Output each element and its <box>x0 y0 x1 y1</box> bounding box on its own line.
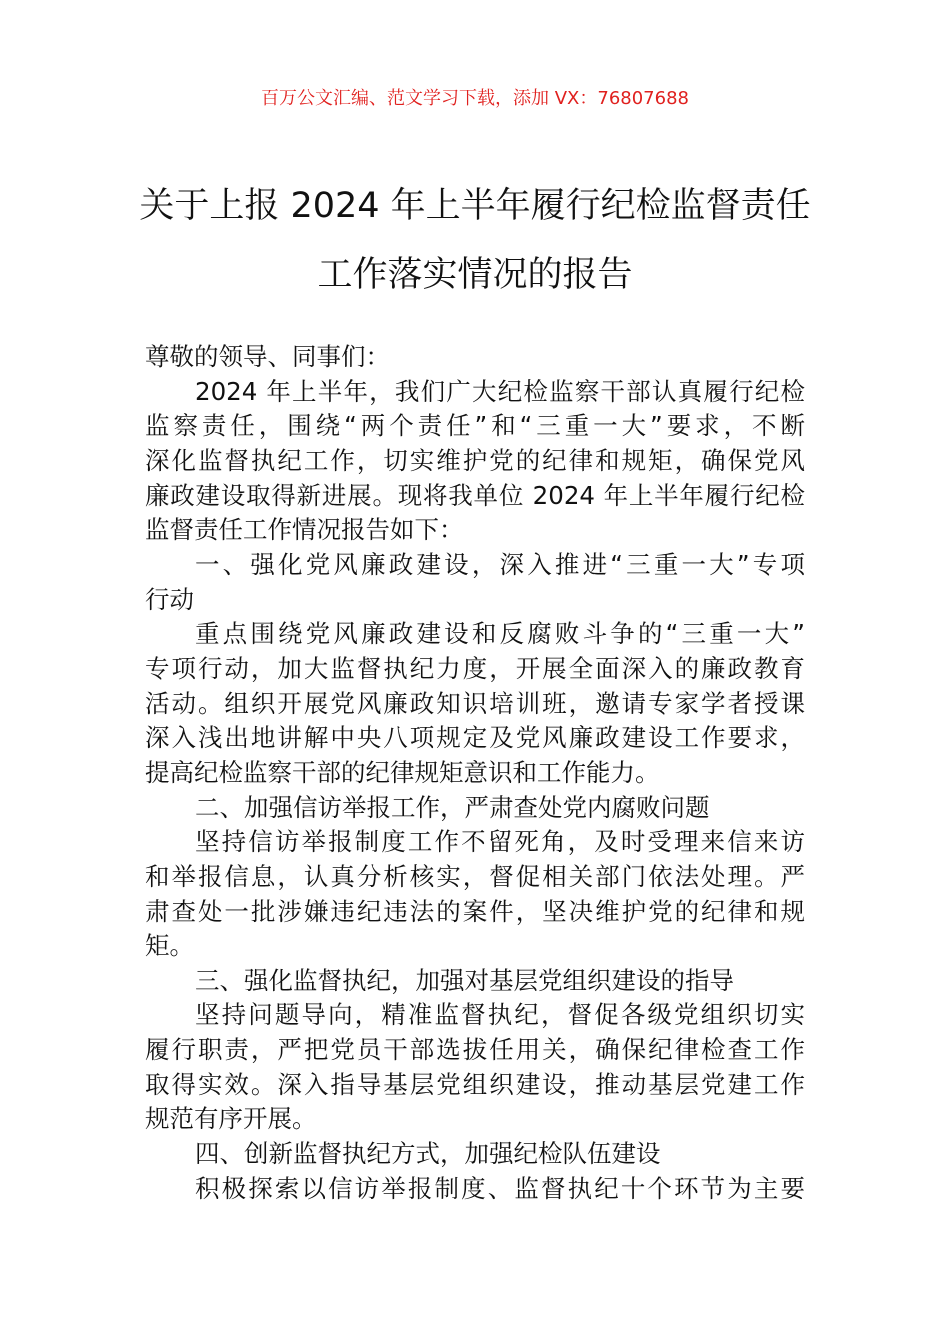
text-line: 活动。组织开展党风廉政知识培训班，邀请专家学者授课 <box>145 688 805 718</box>
text-line: 行动 <box>145 584 194 614</box>
document-title-line-1: 关于上报 2024 年上半年履行纪检监督责任 <box>139 186 811 226</box>
text-line: 和举报信息，认真分析核实，督促相关部门依法处理。严 <box>145 861 805 891</box>
text-line: 规范有序开展。 <box>145 1104 317 1134</box>
text-line: 三、强化监督执纪，加强对基层党组织建设的指导 <box>195 965 734 995</box>
paragraph <box>145 791 805 826</box>
paragraph <box>145 1137 805 1172</box>
text-line: 提高纪检监察干部的纪律规矩意识和工作能力。 <box>145 757 660 787</box>
text-line: 四、创新监督执纪方式，加强纪检队伍建设 <box>195 1139 661 1169</box>
text-line: 矩。 <box>145 931 194 961</box>
text-line: 肃查处一批涉嫌违纪违法的案件，坚决维护党的纪律和规 <box>145 896 805 926</box>
paragraph <box>145 964 805 999</box>
paragraph <box>145 1172 805 1207</box>
text-line: 坚持信访举报制度工作不留死角，及时受理来信来访 <box>195 827 805 857</box>
text-line: 一、强化党风廉政建设，深入推进“三重一大”专项 <box>195 549 805 579</box>
paragraph <box>145 825 805 964</box>
paragraph <box>145 375 805 548</box>
text-line: 坚持问题导向，精准监督执纪，督促各级党组织切实 <box>195 1000 805 1030</box>
text-line: 二、加强信访举报工作，严肃查处党内腐败问题 <box>195 792 710 822</box>
text-line: 监督责任工作情况报告如下： <box>145 515 464 545</box>
watermark-text: 百万公文汇编、范文学习下载，添加 VX：76807688 <box>261 88 689 109</box>
paragraph <box>145 340 805 375</box>
text-line: 廉政建设取得新进展。现将我单位 2024 年上半年履行纪检 <box>145 480 805 510</box>
text-line: 尊敬的领导、同事们： <box>145 342 390 371</box>
text-line: 履行职责，严把党员干部选拔任用关，确保纪律检查工作 <box>145 1035 805 1065</box>
text-line: 重点围绕党风廉政建设和反腐败斗争的“三重一大” <box>195 619 805 649</box>
text-line: 2024 年上半年，我们广大纪检监察干部认真履行纪检 <box>195 376 805 406</box>
text-line: 积极探索以信访举报制度、监督执纪十个环节为主要 <box>195 1173 805 1203</box>
text-line: 监察责任，围绕“两个责任”和“三重一大”要求，不断 <box>145 411 805 441</box>
document-title-line-2: 工作落实情况的报告 <box>317 255 633 295</box>
paragraph <box>145 998 805 1137</box>
text-line: 专项行动，加大监督执纪力度，开展全面深入的廉政教育 <box>145 653 805 683</box>
text-line: 深入浅出地讲解中央八项规定及党风廉政建设工作要求， <box>145 723 805 753</box>
paragraph <box>145 617 805 790</box>
paragraph <box>145 548 805 617</box>
text-line: 深化监督执纪工作，切实维护党的纪律和规矩，确保党风 <box>145 445 805 475</box>
document-body <box>145 340 805 1206</box>
text-line: 取得实效。深入指导基层党组织建设，推动基层党建工作 <box>145 1069 805 1099</box>
